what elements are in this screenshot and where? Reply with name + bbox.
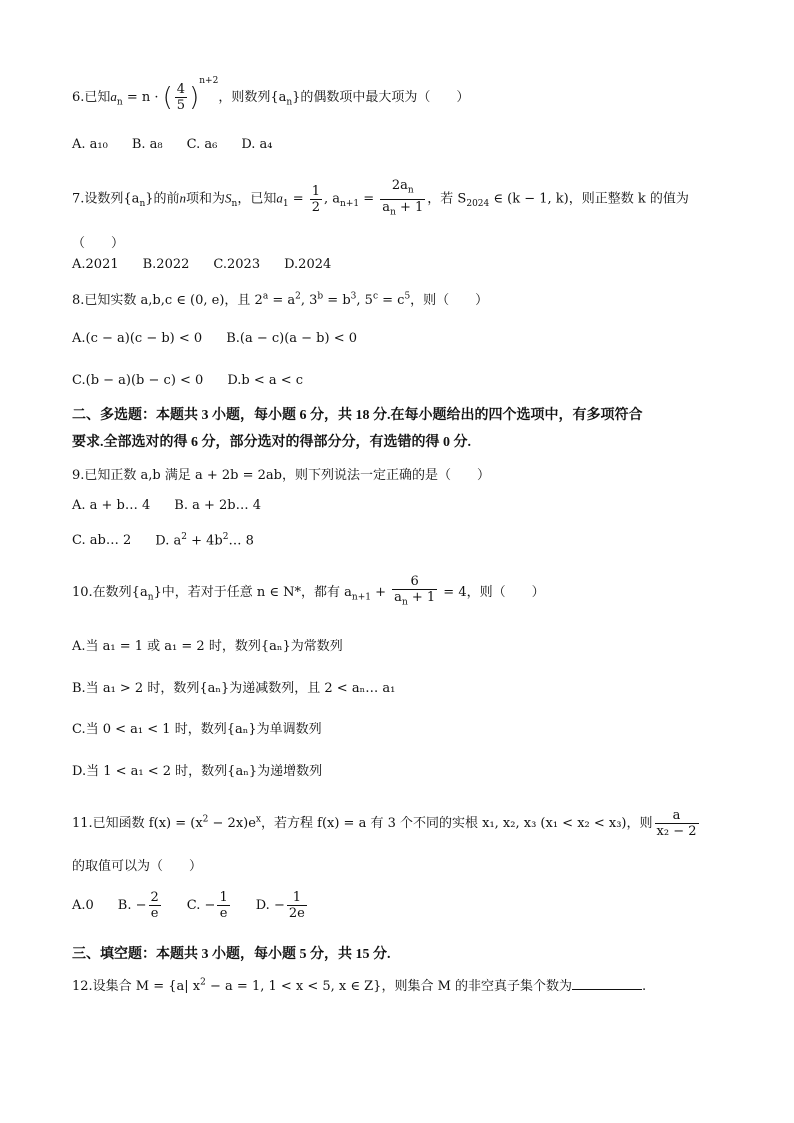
q7-stem: 7.设数列$\{a_n\}$的前n项和为$S_n$，已知$a_1$ = $\frac{1}{2}$ , $a_{n+1}$ = $\frac{2a_n}{a_n + 1}$ ，若 $S_{2024}$ ∈ (k − 1, k)，则正整数 k 的值为 [72,178,689,218]
q7-options [72,257,355,272]
q8-options-row2 [72,373,327,388]
answer-blank[interactable] [572,989,642,990]
q10-stem: 10.在数列$\{a_n\}$中，若对于任意 n ∈ N*，都有 $a_{n+1}$ + $\frac{6}{a_n + 1}$ = 4，则（ ） [72,574,545,608]
q6-option-d: D. a₄ [241,137,273,152]
q6-fraction: $\frac{4}{5}$ [176,82,186,113]
q8-option-c: C.(b − a)(b − c) < 0 [72,373,204,388]
q9-option-d: D. $a^2$ + $4b^2\dots$ 8 [155,532,254,549]
q11-option-d: D. − $\frac{1}{2e}$ [255,890,305,921]
q6-stem: 6.已知$a_n = n$ · ( $\frac{4}{5}$ )$^{n+2}$，则数列$\{a_n\}$的偶数项中最大项为（ ） [72,76,470,113]
q9-option-a: A. a + b… 4 [72,498,151,513]
section-2-heading-line2: 要求.全部选对的得 6 分，部分选对的得部分分，有选错的得 0 分. [72,435,471,450]
q6-option-a: A. a₁₀ [72,137,108,152]
q8-option-b: B.(a − c)(a − b) < 0 [226,331,358,346]
q11-option-c: C. − $\frac{1}{e}$ [186,890,228,921]
q6-option-c: C. a₆ [186,137,218,152]
q8-options-row1 [72,331,381,346]
q8-option-d: D.b < a < c [227,373,304,388]
q11-option-a: A.0 [72,898,94,913]
q9-stem: 9.已知正数 a,b 满足 a + 2b = 2ab，则下列说法一定正确的是（ ） [72,468,491,483]
q11-stem-line2: 的取值可以为（ ） [72,859,203,874]
q9-options-row2 [72,532,278,548]
q10-option-c: C.当 0 < a₁ < 1 时，数列{aₙ}为单调数列 [72,722,322,737]
q7-option-d: D.2024 [284,257,332,272]
q11-options [72,890,333,921]
q7-paren: （ ） [72,236,125,251]
q10-option-b: B.当 a₁ > 2 时，数列{aₙ}为递减数列，且 2 < aₙ… a₁ [72,681,396,696]
section-3-heading: 三、填空题：本题共 3 小题，每小题 5 分，共 15 分. [72,947,391,962]
q12-stem: 12.设集合 M = {a| $x^2 - a = 1$, 1 < x < 5, x ∈ Z}，则集合 M 的非空真子集个数为 . [72,977,647,994]
q7-option-b: B.2022 [142,257,190,272]
q8-stem: 8.已知实数 a,b,c ∈ (0, e)，且 $2^a = a^2$, $3^b = b^3$, $5^c = c^5$，则（ ） [72,291,489,308]
q9-options-row1 [72,498,285,513]
q7-option-c: C.2023 [213,257,261,272]
section-2-heading: 二、多选题：本题共 3 小题，每小题 6 分，共 18 分.在每小题给出的四个选项中，有多项符合 [72,408,643,423]
q11-option-b: B. − $\frac{2}{e}$ [117,890,159,921]
q6-option-b: B. a₈ [131,137,163,152]
q9-option-c: C. ab… 2 [72,533,132,549]
q6-options [72,137,297,152]
q7-option-a: A.2021 [72,257,119,272]
q10-option-a: A.当 a₁ = 1 或 a₁ = 2 时，数列{aₙ}为常数列 [72,639,343,654]
q11-stem: 11.已知函数 $f(x) = (x^2 - 2x)e^x$，若方程 f(x) = a 有 3 个不同的实根 x₁, x₂, x₃ (x₁ < x₂ < x₃)，则 $\frac{a}{\text{x₂ − 2}}$ [72,808,697,839]
q9-option-b: B. a + 2b… 4 [174,498,262,513]
q8-option-a: A.(c − a)(c − b) < 0 [72,331,203,346]
q10-option-d: D.当 1 < a₁ < 2 时，数列{aₙ}为递增数列 [72,764,323,779]
